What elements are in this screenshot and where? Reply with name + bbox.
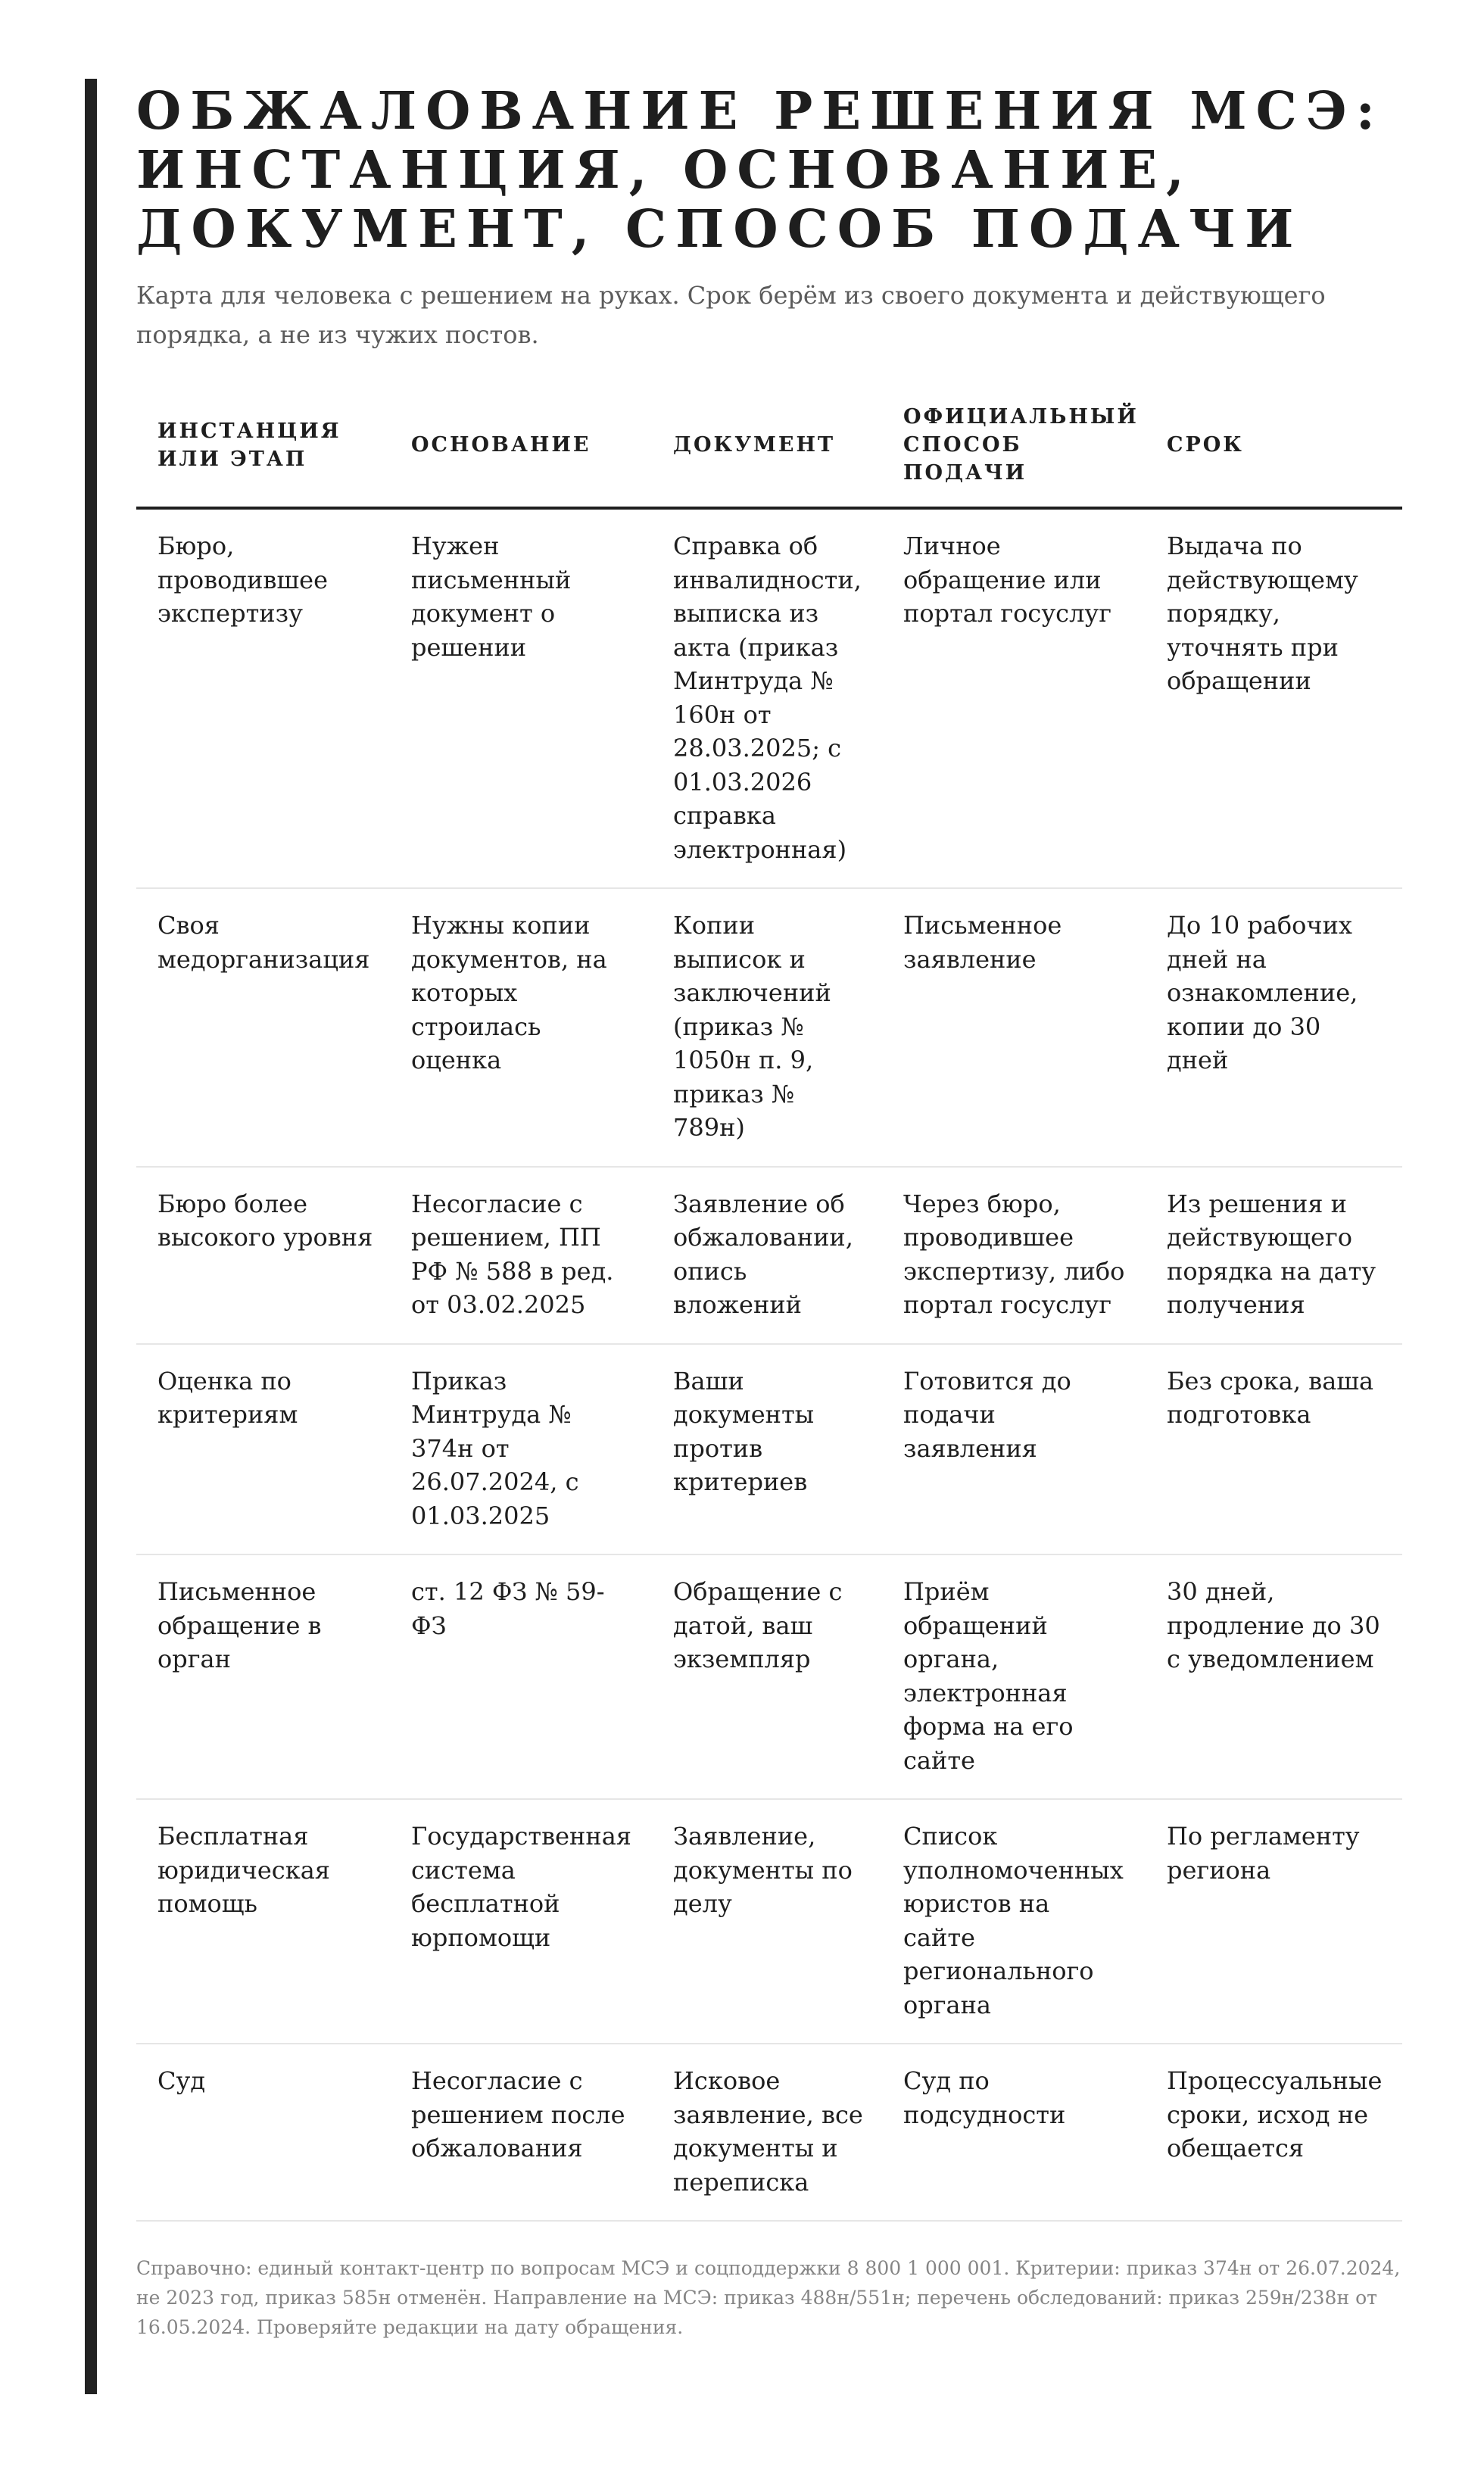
cell-deadline: Из решения и действующего порядка на дату получения [1146, 1167, 1402, 1344]
appeal-table [136, 403, 1402, 2222]
column-header-deadline: СРОК [1146, 403, 1402, 508]
cell-basis: Несогласие с решением, ПП РФ № 588 в ред. от 03.02.2025 [390, 1167, 652, 1344]
cell-basis: Несогласие с решением после обжалования [390, 2044, 652, 2221]
cell-stage: Суд [136, 2044, 390, 2221]
cell-document: Справка об инвалидности, выписка из акта (приказ Минтруда № 160н от 28.03.2025; с 01.03.2026 справка электронная) [652, 508, 882, 888]
table-row [136, 2044, 1402, 2221]
document-page [85, 79, 1399, 2394]
cell-submission: Суд по подсудности [882, 2044, 1146, 2221]
cell-submission: Готовится до подачи заявления [882, 1344, 1146, 1555]
page-title: ОБЖАЛОВАНИЕ РЕШЕНИЯ МСЭ: ИНСТАНЦИЯ, ОСНОВАНИЕ, ДОКУМЕНТ, СПОСОБ ПОДАЧИ [136, 81, 1384, 260]
page-subtitle: Карта для человека с решением на руках. Срок берём из своего документа и действующего порядка, а не из чужих постов. [136, 281, 1326, 349]
cell-deadline: Без срока, ваша подготовка [1146, 1344, 1402, 1555]
cell-stage: Своя медорганизация [136, 888, 390, 1167]
cell-deadline: 30 дней, продление до 30 с уведомлением [1146, 1554, 1402, 1799]
cell-basis: Приказ Минтруда № 374н от 26.07.2024, с 01.03.2025 [390, 1344, 652, 1555]
cell-stage: Письменное обращение в орган [136, 1554, 390, 1799]
cell-document: Исковое заявление, все документы и переписка [652, 2044, 882, 2221]
table-row [136, 1799, 1402, 2044]
cell-submission: Письменное заявление [882, 888, 1146, 1167]
cell-stage: Бюро более высокого уровня [136, 1167, 390, 1344]
cell-stage: Бюро, проводившее экспертизу [136, 508, 390, 888]
cell-deadline: До 10 рабочих дней на ознакомление, копии до 30 дней [1146, 888, 1402, 1167]
cell-submission: Личное обращение или портал госуслуг [882, 508, 1146, 888]
document-content [136, 79, 1402, 2342]
cell-stage: Оценка по критериям [136, 1344, 390, 1555]
column-header-submission: ОФИЦИАЛЬНЫЙ СПОСОБ ПОДАЧИ [882, 403, 1146, 508]
cell-basis: Нужен письменный документ о решении [390, 508, 652, 888]
cell-deadline: По регламенту региона [1146, 1799, 1402, 2044]
table-row [136, 1167, 1402, 1344]
cell-document: Заявление, документы по делу [652, 1799, 882, 2044]
cell-deadline: Процессуальные сроки, исход не обещается [1146, 2044, 1402, 2221]
cell-document: Ваши документы против критериев [652, 1344, 882, 1555]
table-row [136, 888, 1402, 1167]
cell-document: Обращение с датой, ваш экземпляр [652, 1554, 882, 1799]
table-row [136, 1344, 1402, 1555]
cell-basis: Нужны копии документов, на которых строилась оценка [390, 888, 652, 1167]
footnote: Справочно: единый контакт-центр по вопросам МСЭ и соцподдержки 8 800 1 000 001. Критерии: приказ 374н от 26.07.2024, не 2023 год, приказ 585н отменён. Направление на МСЭ: приказ 488н/551н; перечень обследований: приказ 259н/238н от 16.05.2024. Проверяйте редакции на дату обращения. [136, 2257, 1401, 2338]
cell-basis: ст. 12 ФЗ № 59-ФЗ [390, 1554, 652, 1799]
cell-submission: Через бюро, проводившее экспертизу, либо портал госуслуг [882, 1167, 1146, 1344]
cell-submission: Список уполномоченных юристов на сайте регионального органа [882, 1799, 1146, 2044]
cell-document: Копии выписок и заключений (приказ № 1050н п. 9, приказ № 789н) [652, 888, 882, 1167]
column-header-document: ДОКУМЕНТ [652, 403, 882, 508]
cell-basis: Государственная система бесплатной юрпомощи [390, 1799, 652, 2044]
cell-submission: Приём обращений органа, электронная форма на его сайте [882, 1554, 1146, 1799]
table-row [136, 1554, 1402, 1799]
table-header-row [136, 403, 1402, 508]
cell-stage: Бесплатная юридическая помощь [136, 1799, 390, 2044]
cell-document: Заявление об обжаловании, опись вложений [652, 1167, 882, 1344]
column-header-stage: ИНСТАНЦИЯ ИЛИ ЭТАП [136, 403, 390, 508]
cell-deadline: Выдача по действующему порядку, уточнять при обращении [1146, 508, 1402, 888]
column-header-basis: ОСНОВАНИЕ [390, 403, 652, 508]
table-row [136, 508, 1402, 888]
